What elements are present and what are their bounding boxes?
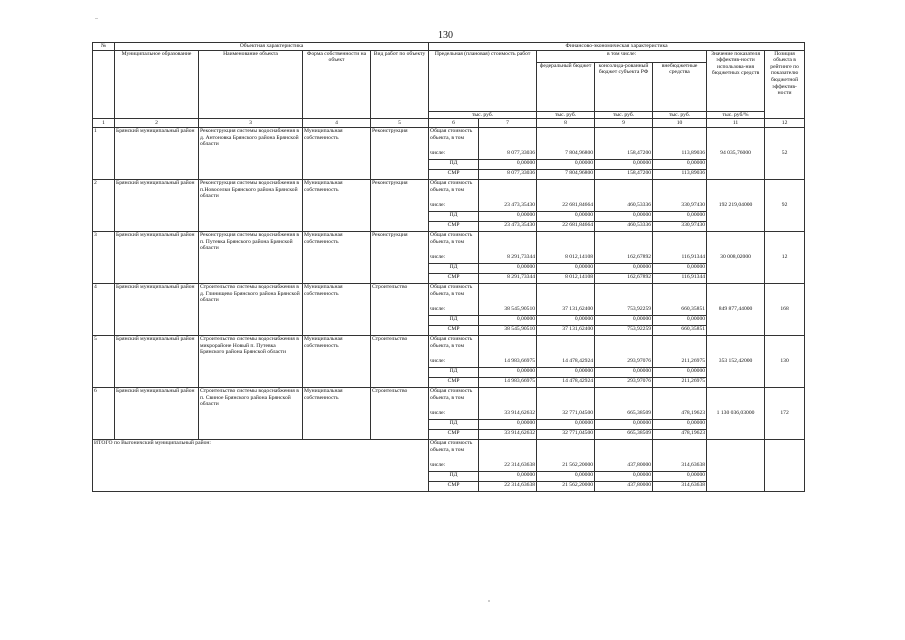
object-name-cell: Строительство системы водоснабжения в микрорайоне Новый п. Путевка Брянского района Брянской области	[199, 336, 303, 388]
total-cost-value: 22 314,63638	[479, 462, 537, 472]
total-part-value: 113,89036	[653, 150, 707, 160]
position-value: 92	[765, 180, 805, 232]
smr-part-value: 22 681,84664	[537, 222, 595, 232]
row-number: 4	[93, 284, 115, 336]
smr-part-value: 314,63638	[653, 482, 707, 492]
ownership-cell: Муниципальная собственность	[303, 128, 371, 180]
smr-part-value: 113,89036	[653, 170, 707, 180]
blank-cell	[479, 232, 537, 255]
blank-cell	[653, 180, 707, 203]
municipality-cell: Брянский муниципальный район	[115, 128, 199, 180]
smr-label: СМР	[429, 430, 479, 440]
total-cost-label: Общая стоимость объекта, в том	[429, 180, 479, 203]
pd-label: ПД	[429, 316, 479, 326]
column-number: 2	[115, 119, 199, 128]
total-part-value: 162,67892	[595, 254, 653, 264]
smr-part-value: 753,92259	[595, 326, 653, 336]
total-part-value: 211,26975	[653, 358, 707, 368]
smr-part-value: 293,97076	[595, 378, 653, 388]
total-part-value: 314,63638	[653, 462, 707, 472]
total-row	[93, 440, 805, 463]
ownership-cell: Муниципальная собственность	[303, 388, 371, 440]
blank-cell	[595, 232, 653, 255]
total-cost-label: Общая стоимость объекта, в том	[429, 336, 479, 359]
pd-part-value: 0,00000	[595, 420, 653, 430]
blank-cell	[595, 128, 653, 151]
pd-part-value: 0,00000	[653, 368, 707, 378]
work-type-cell: Реконструкция	[371, 128, 429, 180]
consolidated-header: консолида-рованный бюджет субъекта РФ	[595, 62, 653, 111]
total-part-value: 22 681,84664	[537, 202, 595, 212]
object-row	[93, 284, 805, 307]
incl-label: числе:	[429, 306, 479, 316]
column-number: 12	[765, 119, 805, 128]
municipality-header: Муниципальное образование	[115, 50, 199, 119]
work-type-cell: Реконструкция	[371, 232, 429, 284]
work-type-cell: Строительство	[371, 336, 429, 388]
ownership-header: Форма собственности на объект	[303, 50, 371, 119]
blank-cell	[537, 440, 595, 463]
total-part-value: 437,80000	[595, 462, 653, 472]
cost-header: Предельная (плановая) стоимость работ	[429, 50, 537, 111]
blank-cell	[479, 336, 537, 359]
pd-part-value: 0,00000	[595, 368, 653, 378]
pd-cost-value: 0,00000	[479, 368, 537, 378]
smr-part-value: 8 012,14108	[537, 274, 595, 284]
municipality-cell: Брянский муниципальный район	[115, 180, 199, 232]
pd-label: ПД	[429, 264, 479, 274]
smr-part-value: 211,26975	[653, 378, 707, 388]
objects-table	[92, 42, 805, 492]
smr-part-value: 158,47200	[595, 170, 653, 180]
pd-cost-value: 0,00000	[479, 420, 537, 430]
pd-part-value: 0,00000	[653, 420, 707, 430]
page-number: 130	[438, 30, 453, 41]
pd-part-value: 0,00000	[537, 316, 595, 326]
blank-cell	[653, 284, 707, 307]
ownership-cell: Муниципальная собственность	[303, 284, 371, 336]
pd-label: ПД	[429, 420, 479, 430]
blank-cell	[595, 388, 653, 411]
column-number: 11	[707, 119, 765, 128]
total-cost-label: Общая стоимость объекта, в том	[429, 128, 479, 151]
total-part-value: 14 478,42924	[537, 358, 595, 368]
pd-part-value: 0,00000	[537, 420, 595, 430]
total-cost-value: 14 983,66975	[479, 358, 537, 368]
efficiency-value: 94 035,76000	[707, 128, 765, 180]
total-cost-value: 8 077,33036	[479, 150, 537, 160]
position-value	[765, 440, 805, 492]
smr-part-value: 660,35851	[653, 326, 707, 336]
position-value: 12	[765, 232, 805, 284]
pd-part-value: 0,00000	[653, 264, 707, 274]
total-part-value: 665,38509	[595, 410, 653, 420]
blank-cell	[537, 128, 595, 151]
smr-cost-value: 8 291,73344	[479, 274, 537, 284]
total-part-value: 478,19623	[653, 410, 707, 420]
municipality-cell: Брянский муниципальный район	[115, 232, 199, 284]
smr-part-value: 21 562,20000	[537, 482, 595, 492]
efficiency-value: 353 152,42000	[707, 336, 765, 388]
object-name-cell: Строительство системы водоснабжения в д. Глинищево Брянского района Брянской области	[199, 284, 303, 336]
municipality-cell: Брянский муниципальный район	[115, 284, 199, 336]
col-num-header: №	[93, 43, 115, 51]
column-number: 10	[653, 119, 707, 128]
incl-label: числе:	[429, 410, 479, 420]
total-part-value: 116,91344	[653, 254, 707, 264]
incl-label: числе:	[429, 462, 479, 472]
total-part-value: 293,97076	[595, 358, 653, 368]
object-row	[93, 128, 805, 151]
total-cost-value: 38 545,90510	[479, 306, 537, 316]
smr-part-value: 32 771,04500	[537, 430, 595, 440]
blank-cell	[653, 388, 707, 411]
incl-label: числе:	[429, 254, 479, 264]
smr-label: СМР	[429, 482, 479, 492]
unit-cost: тыс. руб.	[429, 111, 537, 119]
row-number: 1	[93, 128, 115, 180]
column-number: 8	[537, 119, 595, 128]
pd-part-value: 0,00000	[653, 212, 707, 222]
blank-cell	[479, 440, 537, 463]
smr-part-value: 460,53336	[595, 222, 653, 232]
work-type-cell: Строительство	[371, 388, 429, 440]
total-part-value: 21 562,20000	[537, 462, 595, 472]
blank-cell	[537, 336, 595, 359]
pd-part-value: 0,00000	[595, 212, 653, 222]
federal-header: федеральный бюджет	[537, 62, 595, 111]
pd-label: ПД	[429, 212, 479, 222]
smr-part-value: 14 478,42924	[537, 378, 595, 388]
blank-cell	[537, 232, 595, 255]
pd-part-value: 0,00000	[653, 316, 707, 326]
blank-cell	[479, 180, 537, 203]
efficiency-value	[707, 440, 765, 492]
pd-part-value: 0,00000	[653, 472, 707, 482]
row-number: 6	[93, 388, 115, 440]
smr-label: СМР	[429, 326, 479, 336]
blank-cell	[595, 336, 653, 359]
total-cost-value: 23 473,35430	[479, 202, 537, 212]
pd-part-value: 0,00000	[595, 472, 653, 482]
smr-part-value: 162,67892	[595, 274, 653, 284]
column-number: 6	[429, 119, 479, 128]
object-name-cell: Реконструкция системы водоснабжения в д. Антоновка Брянского района Брянской области	[199, 128, 303, 180]
scan-mark	[95, 18, 98, 19]
total-cost-label: Общая стоимость объекта, в том	[429, 388, 479, 411]
object-row	[93, 232, 805, 255]
pd-part-value: 0,00000	[653, 160, 707, 170]
incl-label: числе:	[429, 150, 479, 160]
column-number: 9	[595, 119, 653, 128]
blank-cell	[479, 388, 537, 411]
unit-extrabudget: тыс. руб.	[653, 111, 707, 119]
position-value: 168	[765, 284, 805, 336]
total-part-value: 7 804,96800	[537, 150, 595, 160]
smr-label: СМР	[429, 378, 479, 388]
smr-part-value: 665,38509	[595, 430, 653, 440]
ownership-cell: Муниципальная собственность	[303, 180, 371, 232]
position-value: 172	[765, 388, 805, 440]
object-row	[93, 388, 805, 411]
pd-part-value: 0,00000	[595, 160, 653, 170]
pd-part-value: 0,00000	[537, 264, 595, 274]
smr-part-value: 437,80000	[595, 482, 653, 492]
smr-cost-value: 8 077,33036	[479, 170, 537, 180]
total-cost-label: Общая стоимость объекта, в том	[429, 284, 479, 307]
total-part-value: 460,53336	[595, 202, 653, 212]
pd-label: ПД	[429, 472, 479, 482]
pd-part-value: 0,00000	[537, 368, 595, 378]
municipality-cell: Брянский муниципальный район	[115, 336, 199, 388]
pd-part-value: 0,00000	[595, 316, 653, 326]
object-row	[93, 336, 805, 359]
incl-header: в том числе:	[537, 50, 707, 62]
smr-cost-value: 33 914,62632	[479, 430, 537, 440]
smr-part-value: 478,19623	[653, 430, 707, 440]
total-part-value: 158,47200	[595, 150, 653, 160]
blank-cell	[537, 180, 595, 203]
pd-cost-value: 0,00000	[479, 472, 537, 482]
work-type-cell: Реконструкция	[371, 180, 429, 232]
efficiency-value: 192 219,04000	[707, 180, 765, 232]
total-cost-value: 8 291,73344	[479, 254, 537, 264]
blank-cell	[595, 180, 653, 203]
unit-federal: тыс. руб.	[537, 111, 595, 119]
blank-cell	[653, 128, 707, 151]
pd-cost-value: 0,00000	[479, 264, 537, 274]
total-cost-label: Общая стоимость объекта, в том	[429, 232, 479, 255]
efficiency-value: 1 130 036,03000	[707, 388, 765, 440]
smr-label: СМР	[429, 222, 479, 232]
total-label: ИТОГО по Выгоничский муниципальный район:	[93, 440, 429, 492]
object-name-cell: Строительство системы водоснабжения в п. Свиное Брянского района Брянской области	[199, 388, 303, 440]
blank-cell	[537, 388, 595, 411]
smr-part-value: 116,91344	[653, 274, 707, 284]
smr-part-value: 330,97430	[653, 222, 707, 232]
total-cost-label: Общая стоимость объекта, в том	[429, 440, 479, 463]
blank-cell	[479, 284, 537, 307]
smr-label: СМР	[429, 274, 479, 284]
smr-cost-value: 38 545,90510	[479, 326, 537, 336]
row-number: 2	[93, 180, 115, 232]
pd-label: ПД	[429, 368, 479, 378]
work-type-cell: Строительство	[371, 284, 429, 336]
position-value: 130	[765, 336, 805, 388]
smr-part-value: 7 804,96800	[537, 170, 595, 180]
scan-mark	[488, 600, 490, 602]
efficiency-value: 30 008,02000	[707, 232, 765, 284]
blank-cell	[653, 336, 707, 359]
row-number: 5	[93, 336, 115, 388]
object-char-header: Объектная характеристика	[115, 43, 429, 51]
smr-cost-value: 14 983,66975	[479, 378, 537, 388]
object-name-header: Наименование объекта	[199, 50, 303, 119]
unit-efficiency: тыс. руб/%	[707, 111, 765, 119]
pd-part-value: 0,00000	[537, 472, 595, 482]
incl-label: числе:	[429, 358, 479, 368]
object-name-cell: Реконструкция системы водоснабжения в п. Путевка Брянского района Брянской области	[199, 232, 303, 284]
column-number: 3	[199, 119, 303, 128]
extrabudget-header: внебюджетные средства	[653, 62, 707, 111]
smr-cost-value: 23 473,35430	[479, 222, 537, 232]
column-number: 4	[303, 119, 371, 128]
pd-cost-value: 0,00000	[479, 160, 537, 170]
pd-cost-value: 0,00000	[479, 316, 537, 326]
ownership-cell: Муниципальная собственность	[303, 232, 371, 284]
column-number: 7	[479, 119, 537, 128]
total-part-value: 37 131,62400	[537, 306, 595, 316]
object-row	[93, 180, 805, 203]
total-part-value: 32 771,04500	[537, 410, 595, 420]
total-part-value: 660,35851	[653, 306, 707, 316]
total-cost-value: 33 914,62632	[479, 410, 537, 420]
position-value: 52	[765, 128, 805, 180]
column-number: 1	[93, 119, 115, 128]
smr-cost-value: 22 314,63638	[479, 482, 537, 492]
efficiency-header: Значение показателя эффектив-ности использова-ния бюджетных средств	[707, 50, 765, 111]
position-header: Позиция объекта в рейтинге по показателю бюджетной эффектив-ности	[765, 50, 805, 119]
efficiency-value: 849 877,44000	[707, 284, 765, 336]
column-numbers-row	[93, 119, 805, 128]
total-part-value: 753,92259	[595, 306, 653, 316]
incl-label: числе:	[429, 202, 479, 212]
smr-part-value: 37 131,62400	[537, 326, 595, 336]
total-part-value: 8 012,14108	[537, 254, 595, 264]
blank-cell	[479, 128, 537, 151]
blank-cell	[653, 232, 707, 255]
work-type-header: Вид работ по объекту	[371, 50, 429, 119]
blank-cell	[653, 440, 707, 463]
pd-cost-value: 0,00000	[479, 212, 537, 222]
pd-part-value: 0,00000	[537, 212, 595, 222]
municipality-cell: Брянский муниципальный район	[115, 388, 199, 440]
smr-label: СМР	[429, 170, 479, 180]
column-number: 5	[371, 119, 429, 128]
unit-consolidated: тыс. руб.	[595, 111, 653, 119]
object-name-cell: Реконструкция системы водоснабжения в п.Новоселки Брянского района Брянской области	[199, 180, 303, 232]
row-number: 3	[93, 232, 115, 284]
blank-cell	[595, 440, 653, 463]
total-part-value: 330,97430	[653, 202, 707, 212]
blank-cell	[537, 284, 595, 307]
pd-label: ПД	[429, 160, 479, 170]
fin-char-header: Финансово-экономическая характеристика	[429, 43, 805, 51]
pd-part-value: 0,00000	[537, 160, 595, 170]
pd-part-value: 0,00000	[595, 264, 653, 274]
ownership-cell: Муниципальная собственность	[303, 336, 371, 388]
blank-cell	[595, 284, 653, 307]
